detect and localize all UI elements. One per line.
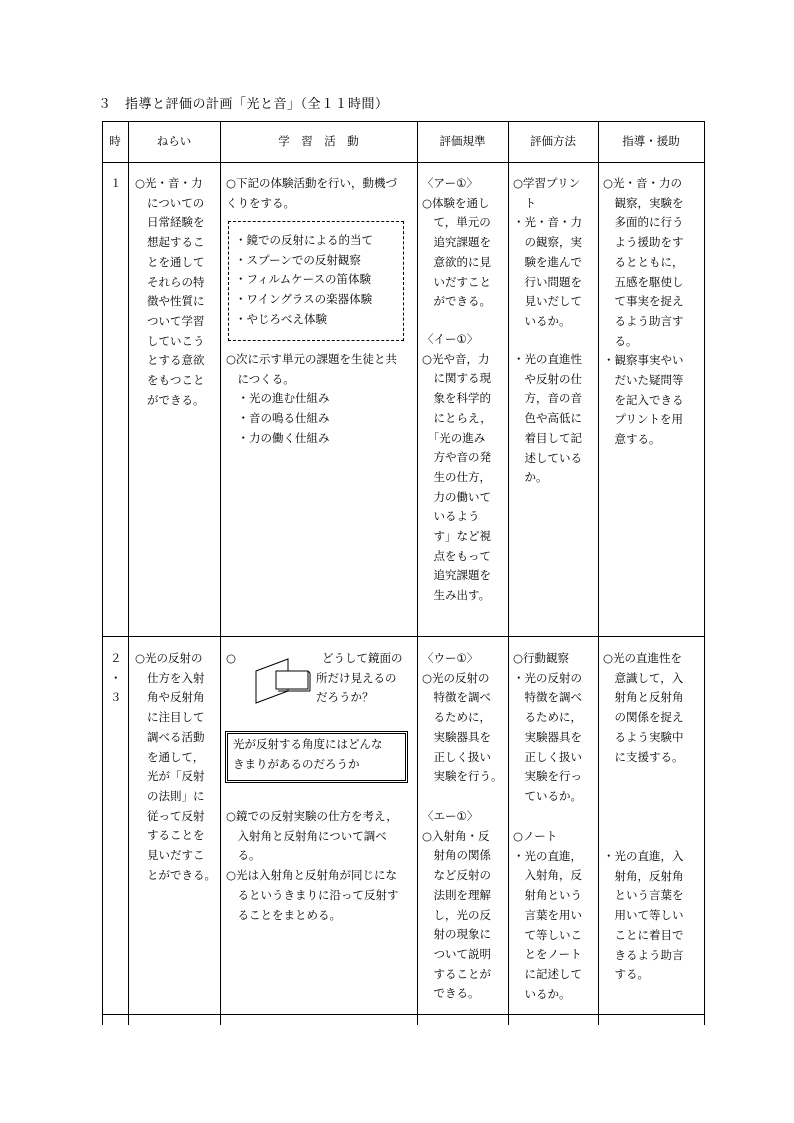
header-divider (102, 162, 705, 163)
header-support: 指導・援助 (622, 134, 680, 148)
experience-list: ・鏡での反射による的当て ・スプーンでの反射観察 ・フィルムケースの笛体験 ・ワイングラスの楽器体験 ・やじろべえ体験 (235, 233, 373, 326)
header-method: 評価方法 (530, 134, 576, 148)
row2-support-a: ○光の直進性を 意識して，入 射角と反射角 の関係を捉え るよう実験中 に支援する。 (603, 651, 684, 764)
header-activity: 学 習 活 動 (278, 134, 359, 148)
row2-support-b: ・光の直進，入 射角，反射角 という言葉を 用いて等しい ことに着目で きるよう助言 する。 (603, 849, 684, 982)
row2-method-b: ○ノート ・光の直進， 入射角，反 射角という 言葉を用い て等しいこ とをノート に記述して いるか。 (513, 829, 582, 1001)
row-divider (102, 1014, 705, 1015)
plan-table (102, 121, 705, 1025)
key-question: 光が反射する角度にはどんな きまりがあるのだろうか (233, 737, 383, 771)
row2-criteria-b: 〈エー①〉 ○入射角・反 射角の関係 など反射の 法則を理解 し，光の反 射の現象に ついて説明 することが できる。 (422, 809, 491, 1001)
column-line (220, 121, 221, 1025)
column-line (128, 121, 129, 1025)
row1-activity-intro: ○下記の体験活動を行い，動機づ くりをする。 (226, 176, 398, 210)
row2-criteria-a: 〈ウー①〉 ○光の反射の 特徴を調べ るために， 実験器具を 正しく扱い 実験を行う。 (422, 651, 503, 784)
row1-aim: ○光・音・力 についての 日常経験を 想起するこ とを通して それらの特 徴や性質に ついて学習 していこう とする意欲 をもつこと ができる。 (135, 176, 205, 407)
row-divider (102, 636, 705, 637)
row1-activity-next: ○次に示す単元の課題を生徒と共 につくる。 ・光の進む仕組み ・音の鳴る仕組み ・力の働く仕組み (226, 352, 398, 445)
row1-criteria-b: 〈イー①〉 ○光や音，力 に関する現 象を科学的 にとらえ， 「光の進み 方や音の発 生の仕方， 力の働いて いるよう す」など視 点をもって 追究課題を 生み出す。 (422, 332, 492, 603)
header-aim: ねらい (156, 134, 192, 148)
row1-time: １ (110, 176, 122, 190)
row2-activity-next: ○鏡での反射実験の仕方を考え， 入射角と反射角について調べ る。 ○光は入射角と反射角が同じにな るというきまりに沿って反射す ることをまとめる。 (226, 809, 399, 922)
header-criteria: 評価規準 (439, 134, 486, 148)
row2-aim: ○光の反射の 仕方を入射 角や反射角 に注目して 調べる活動 を通して， 光が「反射 の法則」に 従って反射 することを 見いだすこ とができる。 (135, 651, 216, 882)
question-bullet: ○ (226, 651, 237, 665)
row2-time: ２ ・ ３ (110, 651, 122, 705)
header-time: 時 (109, 134, 121, 148)
column-line (704, 121, 705, 1025)
mirror-illustration (252, 657, 314, 705)
column-line (508, 121, 509, 1025)
column-line (598, 121, 599, 1025)
row1-method-a: ○学習プリン ト ・光・音・力 の観察，実 験を進んで 行い問題を 見いだして いるか。 (513, 176, 582, 328)
question-text: どうして鏡面の 所だけ見えるの だろうか？ (316, 651, 403, 705)
row1-criteria-a: 〈アー①〉 ○体験を通し て，単元の 追究課題を 意欲的に見 いだすこと ができる。 (422, 176, 491, 309)
page-title: ３ 指導と評価の計画「光と音」（全１１時間） (98, 97, 389, 112)
row1-method-b: ・光の直進性 や反射の仕 方，音の音 色や高低に 着目して記 述している か。 (513, 352, 582, 485)
mirror-box (276, 671, 308, 689)
table-border-top (102, 121, 705, 122)
column-line (102, 121, 103, 1025)
column-line (417, 121, 418, 1025)
row2-method-a: ○行動観察 ・光の反射の 特徴を調べ るために， 実験器具を 正しく扱い 実験を行っ ているか。 (513, 651, 582, 803)
row1-support: ○光・音・力の 観察，実験を 多面的に行う よう援助をす るとともに， 五感を駆使し て事実を捉え るよう助言す る。 ・観察事実やい だいた疑問等 を記入できる プリントを用 意する。 (603, 176, 684, 447)
